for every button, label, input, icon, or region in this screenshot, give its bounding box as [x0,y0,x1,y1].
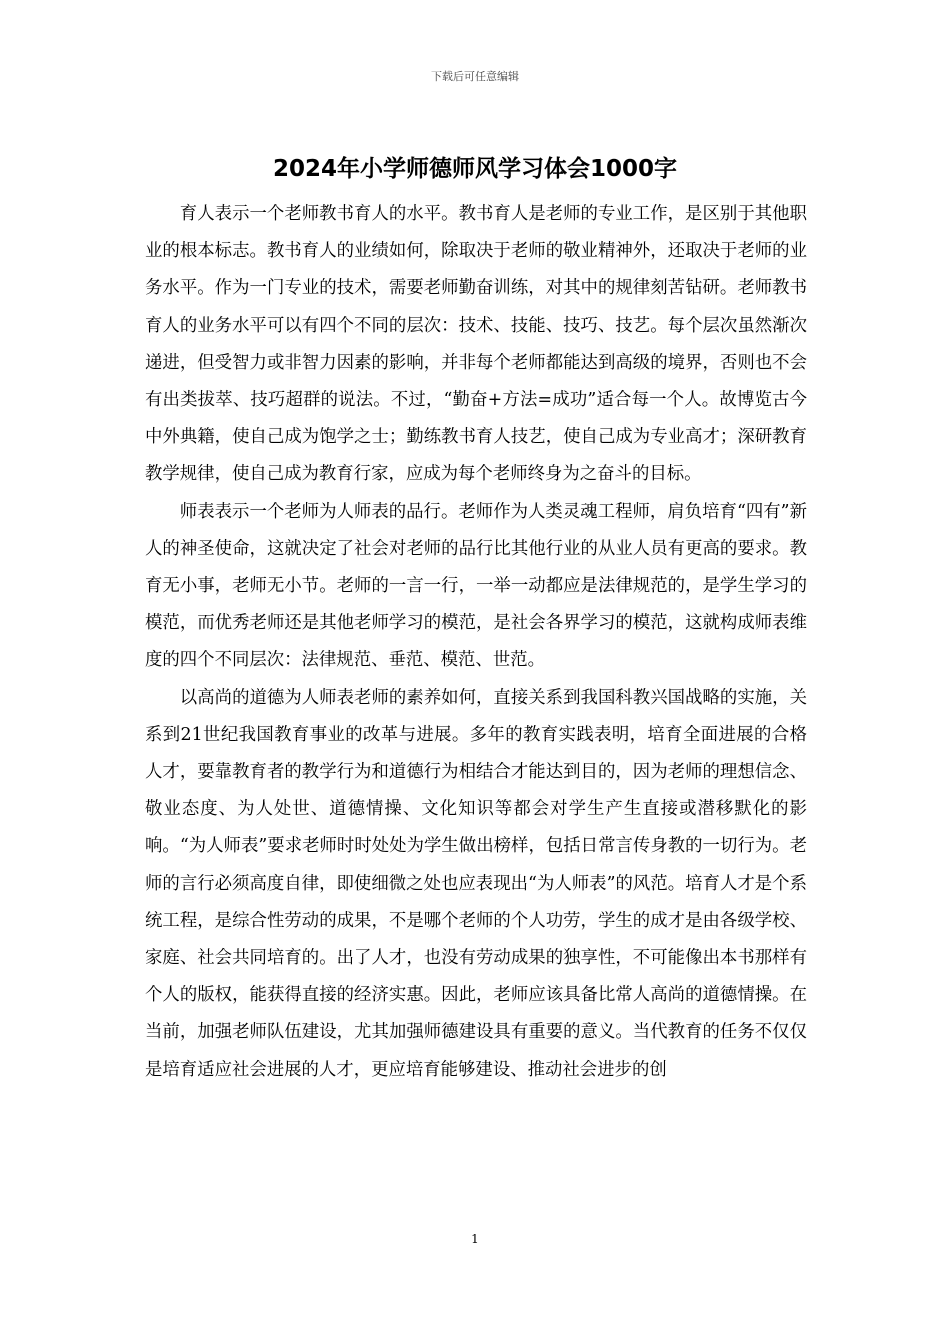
paragraph: 育人表示一个老师教书育人的水平。教书育人是老师的专业工作，是区别于其他职业的根本标志。教书育人的业绩如何，除取决于老师的敬业精神外，还取决于老师的业务水平。作为一门专业的技术，需要老师勤奋训练，对其中的规律刻苦钻研。老师教书育人的业务水平可以有四个不同的层次：技术、技能、技巧、技艺。每个层次虽然渐次递进，但受智力或非智力因素的影响，并非每个老师都能达到高级的境界，否则也不会有出类拔萃、技巧超群的说法。不过，“勤奋+方法=成功”适合每一个人。故博览古今中外典籍，使自己成为饱学之士；勤练教书育人技艺，使自己成为专业高才；深研教育教学规律，使自己成为教育行家，应成为每个老师终身为之奋斗的目标。 [145,204,807,485]
paragraph: 师表表示一个老师为人师表的品行。老师作为人类灵魂工程师，肩负培育“四有”新人的神圣使命，这就决定了社会对老师的品行比其他行业的从业人员有更高的要求。教育无小事，老师无小节。老师的一言一行，一举一动都应是法律规范的，是学生学习的模范，而优秀老师还是其他老师学习的模范，是社会各界学习的模范，这就构成师表维度的四个不同层次：法律规范、垂范、模范、世范。 [145,501,807,671]
document-body [145,196,807,1089]
document-title: 2024年小学师德师风学习体会1000字 [272,156,678,182]
header-note: 下载后可任意编辑 [431,70,519,83]
page-number: 1 [471,1232,479,1246]
paragraph: 以高尚的道德为人师表老师的素养如何，直接关系到我国科教兴国战略的实施，关系到21世纪我国教育事业的改革与进展。多年的教育实践表明，培育全面进展的合格人才，要靠教育者的教学行为和道德行为相结合才能达到目的，因为老师的理想信念、敬业态度、为人处世、道德情操、文化知识等都会对学生产生直接或潜移默化的影响。“为人师表”要求老师时时处处为学生做出榜样，包括日常言传身教的一切行为。老师的言行必须高度自律，即使细微之处也应表现出“为人师表”的风范。培育人才是个系统工程，是综合性劳动的成果，不是哪个老师的个人功劳，学生的成才是由各级学校、家庭、社会共同培育的。出了人才，也没有劳动成果的独享性，不可能像出本书那样有个人的版权，能获得直接的经济实惠。因此，老师应该具备比常人高尚的道德情操。在当前，加强老师队伍建设，尤其加强师德建设具有重要的意义。当代教育的任务不仅仅是培育适应社会进展的人才，更应培育能够建设、推动社会进步的创 [145,687,807,1080]
